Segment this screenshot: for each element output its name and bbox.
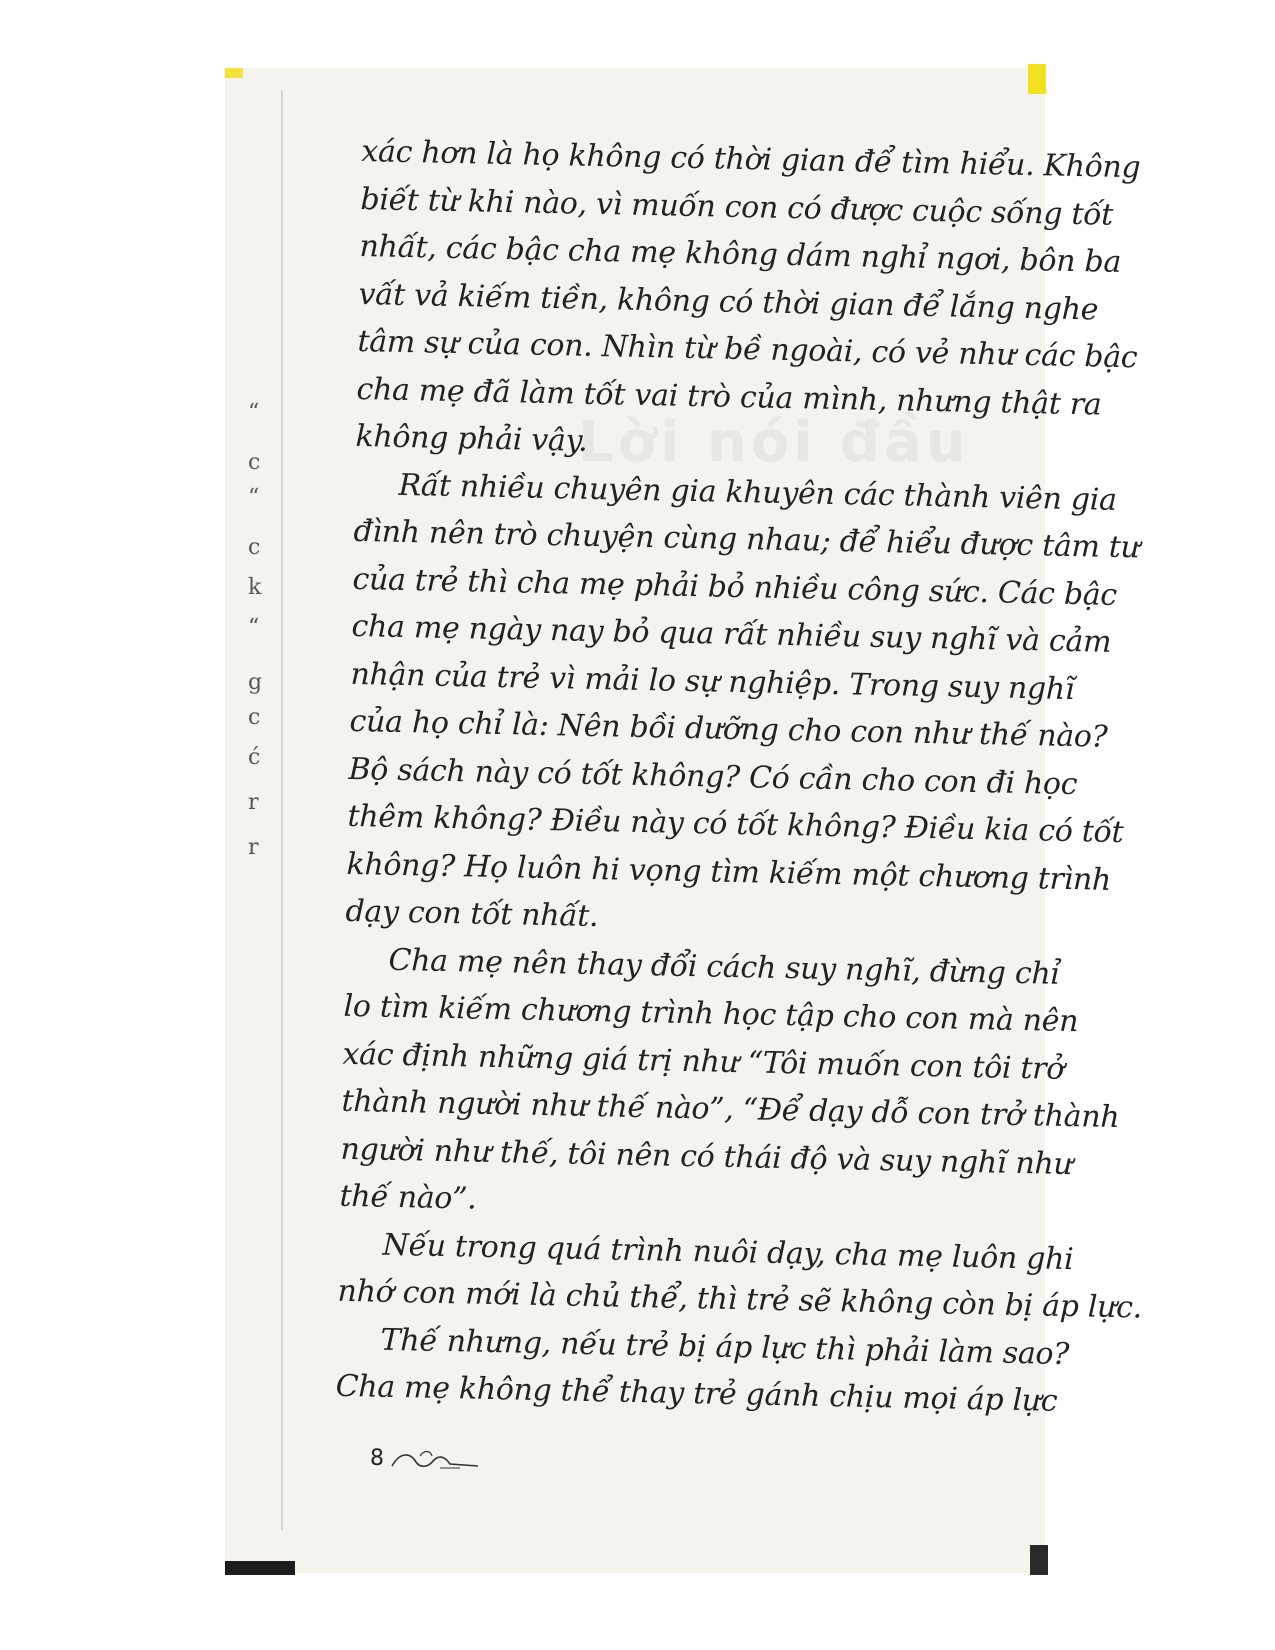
gutter-line xyxy=(281,90,283,1530)
text-line: cha mẹ đã làm tốt vai trò của mình, nhưng thật ra xyxy=(356,371,1102,423)
margin-mark: c xyxy=(248,705,261,730)
page-footer xyxy=(370,1440,490,1480)
text-line: cha mẹ ngày nay bỏ qua rất nhiều suy nghĩ và cảm xyxy=(351,608,1112,660)
body-text xyxy=(335,128,1143,1424)
text-line: không phải vậy. xyxy=(355,418,588,459)
yellow-tab-top-left xyxy=(225,68,243,78)
margin-mark: “ xyxy=(248,485,260,510)
text-line: thêm không? Điều này có tốt không? Điều kia có tốt xyxy=(347,798,1124,851)
text-line: của trẻ thì cha mẹ phải bỏ nhiều công sức. Các bậc xyxy=(352,561,1118,613)
text-line: nhận của trẻ vì mải lo sự nghiệp. Trong suy nghĩ xyxy=(350,656,1075,707)
text-line: biết từ khi nào, vì muốn con có được cuộc sống tốt xyxy=(360,181,1114,233)
paragraph xyxy=(339,935,1120,1234)
text-line: xác định những giá trị như “Tôi muốn con tôi trở xyxy=(342,1036,1065,1087)
paragraph xyxy=(337,1220,1143,1329)
text-line: nhất, các bậc cha mẹ không dám nghỉ ngơi, bôn ba xyxy=(359,228,1122,280)
margin-mark: “ xyxy=(248,615,260,640)
text-line: xác hơn là họ không có thời gian để tìm hiểu. Không xyxy=(361,133,1141,186)
text-line: lo tìm kiếm chương trình học tập cho con mà nên xyxy=(343,988,1079,1040)
text-line: nhớ con mới là chủ thể, thì trẻ sẽ không còn bị áp lực. xyxy=(337,1273,1143,1326)
text-line: Bộ sách này có tốt không? Có cần cho con đi học xyxy=(348,751,1078,802)
text-line: Cha mẹ không thể thay trẻ gánh chịu mọi áp lực xyxy=(335,1368,1058,1419)
text-line: người như thế, tôi nên có thái độ và suy nghĩ như xyxy=(340,1131,1073,1182)
margin-mark: k xyxy=(248,575,262,600)
text-line: không? Họ luôn hi vọng tìm kiếm một chương trình xyxy=(346,846,1112,898)
text-line: Rất nhiều chuyên gia khuyên các thành viên gia xyxy=(398,467,1117,518)
margin-mark: r xyxy=(248,790,259,815)
bleed-through-heading: Lời nói đầu xyxy=(578,410,970,475)
paragraph xyxy=(335,1315,1070,1424)
text-line: Cha mẹ nên thay đổi cách suy nghĩ, đừng chỉ xyxy=(388,942,1061,992)
text-line: dạy con tốt nhất. xyxy=(345,893,599,935)
margin-mark: c xyxy=(248,535,261,560)
margin-mark: r xyxy=(248,835,259,860)
text-line: Thế nhưng, nếu trẻ bị áp lực thì phải làm sao? xyxy=(380,1322,1070,1372)
text-line: đình nên trò chuyện cùng nhau; để hiểu được tâm tư xyxy=(353,513,1140,566)
page-number: 8 xyxy=(370,1446,384,1471)
yellow-tab-top-right xyxy=(1028,64,1046,94)
text-line: thành người như thế nào”, “Để dạy dỗ con trở thành xyxy=(341,1083,1120,1136)
margin-mark: g xyxy=(248,670,263,695)
margin-mark: ć xyxy=(248,745,261,770)
text-line: thế nào”. xyxy=(339,1178,477,1217)
dark-edge-bottom-left xyxy=(225,1561,295,1575)
paragraph xyxy=(355,128,1141,474)
margin-mark: “ xyxy=(248,400,260,425)
text-line: vất vả kiếm tiền, không có thời gian để lắng nghe xyxy=(358,276,1099,327)
paragraph xyxy=(345,460,1140,949)
text-line: của họ chỉ là: Nên bồi dưỡng cho con như thế nào? xyxy=(349,703,1108,755)
dark-edge-bottom-right xyxy=(1030,1545,1048,1575)
ornament-icon xyxy=(390,1446,480,1474)
text-line: tâm sự của con. Nhìn từ bề ngoài, có vẻ như các bậc xyxy=(357,323,1138,376)
margin-mark: c xyxy=(248,450,261,475)
text-line: Nếu trong quá trình nuôi dạy, cha mẹ luôn ghi xyxy=(382,1227,1074,1277)
